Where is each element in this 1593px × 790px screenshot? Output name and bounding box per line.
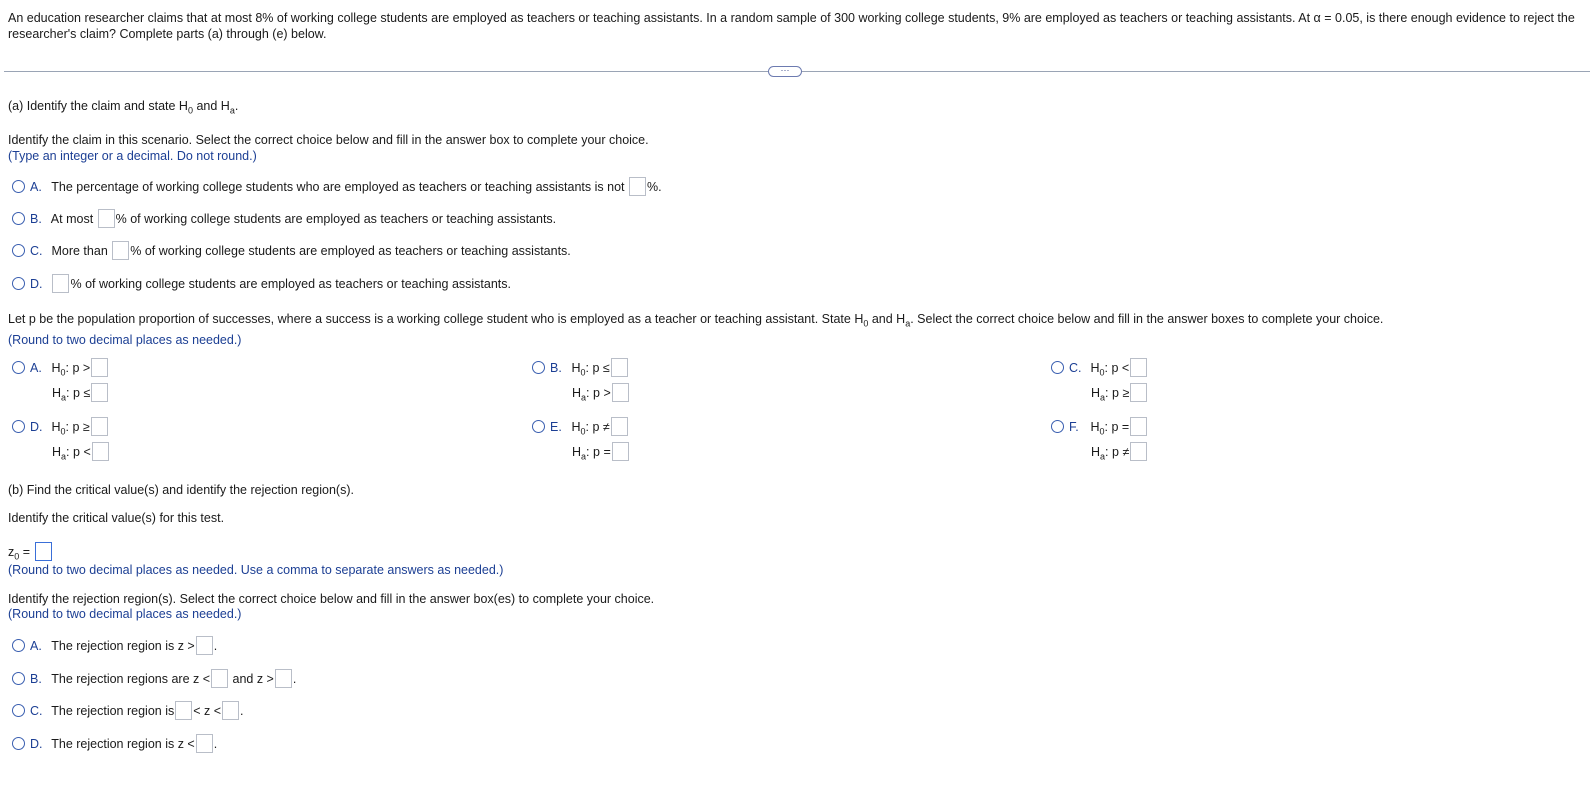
hyp-choice-d[interactable]: D. $H_0$: p ≥: [12, 417, 109, 437]
rejection-choice-b[interactable]: B. The rejection regions are z < and z > .: [12, 669, 296, 688]
rejection-choice-d[interactable]: D. The rejection region is z < .: [12, 734, 217, 753]
answer-box[interactable]: [612, 442, 629, 461]
question-text: An education researcher claims that at most 8% of working college students are employed as teachers or teaching assistants. In a random sample of 300 working college students, 9% are employed as teachers or teaching assistants. At α = 0.05, is there enough evidence to reject the researcher's claim? Complete parts (a) through (e) below.: [8, 11, 1575, 41]
answer-box[interactable]: [275, 669, 292, 688]
z0-input[interactable]: [35, 542, 52, 561]
answer-box[interactable]: [91, 383, 108, 402]
hyp-choice-c-ha: $H_a$: p ≥: [1091, 383, 1148, 403]
hypothesis-hint: (Round to two decimal places as needed.): [8, 333, 242, 347]
radio-button[interactable]: [532, 361, 545, 374]
radio-button[interactable]: [12, 737, 25, 750]
answer-box[interactable]: [196, 734, 213, 753]
answer-box[interactable]: [629, 177, 646, 196]
z0-hint: (Round to two decimal places as needed. Use a comma to separate answers as needed.): [8, 563, 504, 577]
radio-button[interactable]: [12, 672, 25, 685]
hyp-choice-a-ha: $H_a$: p ≤: [52, 383, 109, 403]
radio-button[interactable]: [1051, 420, 1064, 433]
hyp-choice-e-ha: $H_a$: p =: [572, 442, 630, 462]
z0-row: $z_0$ =: [8, 542, 53, 562]
answer-box[interactable]: [175, 701, 192, 720]
radio-button[interactable]: [12, 420, 25, 433]
claim-instruction: Identify the claim in this scenario. Select the correct choice below and fill in the answer box to complete your choice.: [8, 133, 649, 147]
answer-box[interactable]: [1130, 358, 1147, 377]
claim-choice-d[interactable]: D. % of working college students are employed as teachers or teaching assistants.: [12, 274, 511, 293]
rejection-instruction: Identify the rejection region(s). Select the correct choice below and fill in the answer box(es) to complete your choice.: [8, 592, 655, 606]
rejection-choice-c[interactable]: C. The rejection region is < z < .: [12, 701, 244, 720]
hyp-choice-f[interactable]: F. $H_0$: p =: [1051, 417, 1148, 437]
answer-box[interactable]: [98, 209, 115, 228]
hyp-choice-b[interactable]: B. $H_0$: p ≤: [532, 358, 629, 378]
radio-button[interactable]: [12, 639, 25, 652]
answer-box[interactable]: [1130, 417, 1147, 436]
radio-button[interactable]: [1051, 361, 1064, 374]
hypothesis-instruction: Let p be the population proportion of successes, where a success is a working college student who is employed as a teacher or teaching assistant. State $H_0$ and $H_a$. Select the correct choice below and fill in the answer boxes to complete your choice.: [8, 312, 1384, 329]
more-button[interactable]: ···: [768, 66, 802, 77]
radio-button[interactable]: [12, 212, 25, 225]
radio-button[interactable]: [12, 244, 25, 257]
answer-box[interactable]: [222, 701, 239, 720]
answer-box[interactable]: [92, 442, 109, 461]
answer-box[interactable]: [52, 274, 69, 293]
radio-button[interactable]: [12, 277, 25, 290]
answer-box[interactable]: [112, 241, 129, 260]
answer-box[interactable]: [612, 383, 629, 402]
rejection-hint: (Round to two decimal places as needed.): [8, 607, 242, 621]
hyp-choice-f-ha: $H_a$: p ≠: [1091, 442, 1148, 462]
answer-box[interactable]: [611, 358, 628, 377]
claim-hint: (Type an integer or a decimal. Do not round.): [8, 149, 257, 163]
answer-box[interactable]: [91, 358, 108, 377]
hyp-choice-c[interactable]: C. $H_0$: p <: [1051, 358, 1148, 378]
rejection-choice-a[interactable]: A. The rejection region is z > .: [12, 636, 217, 655]
claim-choice-a[interactable]: A. The percentage of working college students who are employed as teachers or teaching assistants is not %.: [12, 177, 662, 196]
part-b-header: (b) Find the critical value(s) and identify the rejection region(s).: [8, 483, 354, 497]
hyp-choice-d-ha: $H_a$: p <: [52, 442, 110, 462]
radio-button[interactable]: [532, 420, 545, 433]
hyp-choice-a[interactable]: A. $H_0$: p >: [12, 358, 109, 378]
critical-value-instruction: Identify the critical value(s) for this test.: [8, 511, 225, 525]
radio-button[interactable]: [12, 361, 25, 374]
answer-box[interactable]: [1130, 442, 1147, 461]
answer-box[interactable]: [196, 636, 213, 655]
radio-button[interactable]: [12, 180, 25, 193]
part-a-header: (a) Identify the claim and state $H_0$ and $H_a$.: [8, 99, 239, 116]
answer-box[interactable]: [91, 417, 108, 436]
answer-box[interactable]: [1130, 383, 1147, 402]
answer-box[interactable]: [611, 417, 628, 436]
answer-box[interactable]: [211, 669, 228, 688]
hyp-choice-e[interactable]: E. $H_0$: p ≠: [532, 417, 629, 437]
claim-choice-b[interactable]: B. At most % of working college students are employed as teachers or teaching assistants.: [12, 209, 556, 228]
hyp-choice-b-ha: $H_a$: p >: [572, 383, 630, 403]
claim-choice-c[interactable]: C. More than % of working college students are employed as teachers or teaching assistants.: [12, 241, 571, 260]
radio-button[interactable]: [12, 704, 25, 717]
